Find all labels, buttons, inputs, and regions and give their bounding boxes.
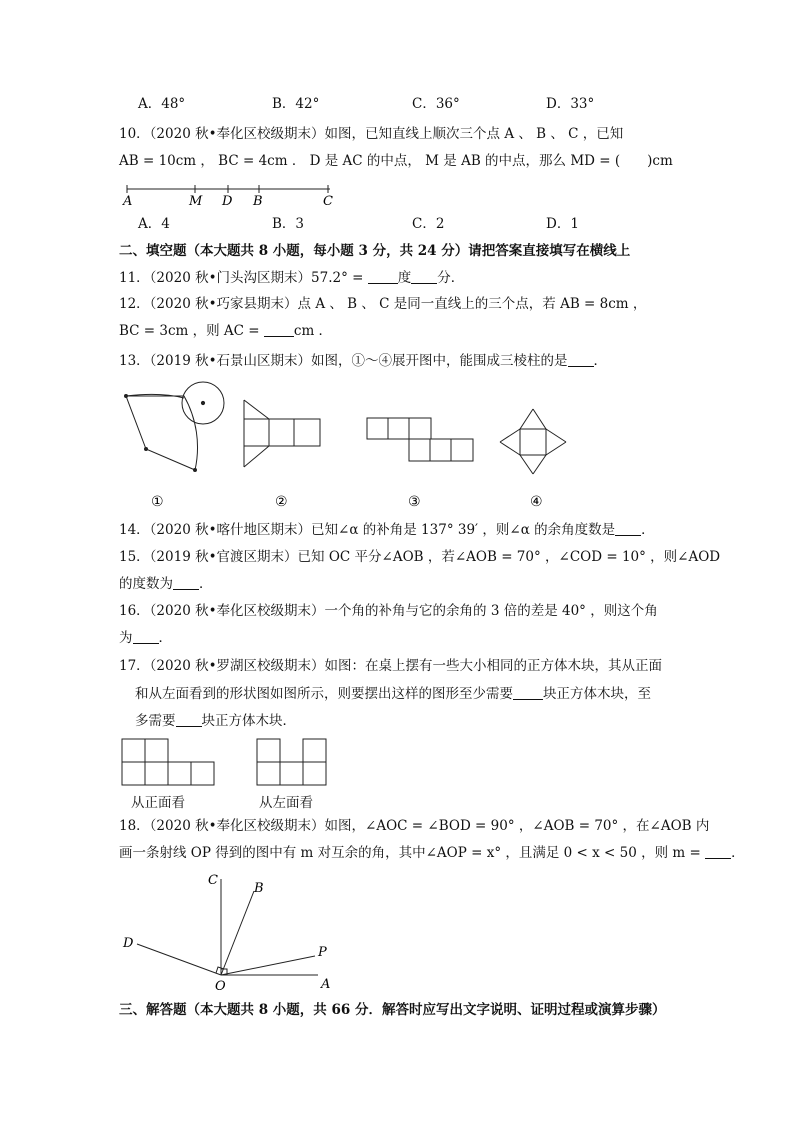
q16-line1: 16．（2020 秋•奉化区校级期末）一个角的补角与它的余角的 3 倍的差是 40° ，则这个角 (119, 603, 658, 619)
label-c: C (208, 873, 218, 888)
ray-ob (221, 891, 254, 975)
point-m-label: M (189, 194, 203, 209)
label-o: O (215, 979, 226, 994)
q11: 11．（2020 秋•门头沟区期末）57.2° = 度 分． (119, 270, 465, 286)
q17-line3: 多需要 块正方体木块． (135, 713, 296, 729)
q9-option-b: B．42° (272, 96, 320, 112)
label-p: P (318, 945, 327, 960)
q10-line1: 10．（2020 秋•奉化区校级期末）如图，已知直线上顺次三个点 A 、 B 、 C ，已知 (119, 126, 624, 142)
q10-option-d: D．1 (546, 216, 579, 232)
front-view-caption: 从正面看 (131, 795, 185, 811)
net-2-label: ② (275, 494, 288, 510)
ray-op (221, 956, 315, 975)
q17-line2: 和从左面看到的形状图如图所示，则要摆出这样的图形至少需要 块正方体木块，至 (135, 686, 651, 702)
point-b-label: B (253, 194, 263, 209)
q15-line2: 的度数为 ． (119, 576, 213, 592)
label-b: B (254, 881, 264, 896)
net-1-label: ① (151, 494, 164, 510)
q14: 14．（2020 秋•喀什地区期末）已知∠α 的补角是 137° 39′ ，则∠α 的余角度数是 ． (119, 522, 655, 538)
q16-line2: 为 ． (119, 630, 172, 646)
q17-line1: 17．（2020 秋•罗湖区校级期末）如图：在桌上摆有一些大小相同的正方体木块，其从正面 (119, 658, 663, 674)
q9-option-c: C．36° (412, 96, 460, 112)
net-4-label: ④ (530, 494, 543, 510)
q18-line1: 18．（2020 秋•奉化区校级期末）如图，∠AOC = ∠BOD = 90° ，∠AOB = 70° ，在∠AOB 内 (119, 818, 710, 834)
point-a-label: A (123, 194, 133, 209)
q9-option-d: D．33° (546, 96, 595, 112)
point-c-label: C (323, 194, 333, 209)
q12-line2: BC = 3cm ，则 AC = cm ． (119, 323, 333, 339)
label-d: D (123, 936, 134, 951)
q18-line2: 画一条射线 OP 得到的图中有 m 对互余的角，其中∠AOP = x° ，且满足 0 < x < 50 ，则 m = ． (119, 845, 745, 861)
q12-line1: 12．（2020 秋•巧家县期末）点 A 、 B 、 C 是同一直线上的三个点，若 AB = 8cm ， (119, 296, 647, 312)
label-a: A (321, 977, 331, 992)
section2-title: 二、填空题（本大题共 8 小题，每小题 3 分，共 24 分）请把答案直接填写在横线上 (119, 243, 631, 259)
q10-option-c: C．2 (412, 216, 445, 232)
net-3-label: ③ (408, 494, 421, 510)
point-d-label: D (222, 194, 233, 209)
ray-od (137, 944, 221, 975)
section3-title: 三、解答题（本大题共 8 小题，共 66 分．解答时应写出文字说明、证明过程或演算步骤） (119, 1002, 666, 1018)
q15-line1: 15．（2019 秋•官渡区期末）已知 OC 平分∠AOB ，若∠AOB = 70° ，∠COD = 10° ，则∠AOD (119, 549, 721, 565)
left-view-caption: 从左面看 (259, 795, 313, 811)
q9-option-a: A．48° (138, 96, 186, 112)
q13-text: 13．（2019 秋•石景山区期末）如图，①～④展开图中，能围成三棱柱的是 ． (119, 353, 608, 369)
q10-option-a: A．4 (138, 216, 170, 232)
q10-line2: AB = 10cm ， BC = 4cm ． D 是 AC 的中点， M 是 AB 的中点，那么 MD = ( )cm (119, 153, 673, 169)
q10-option-b: B．3 (272, 216, 305, 232)
